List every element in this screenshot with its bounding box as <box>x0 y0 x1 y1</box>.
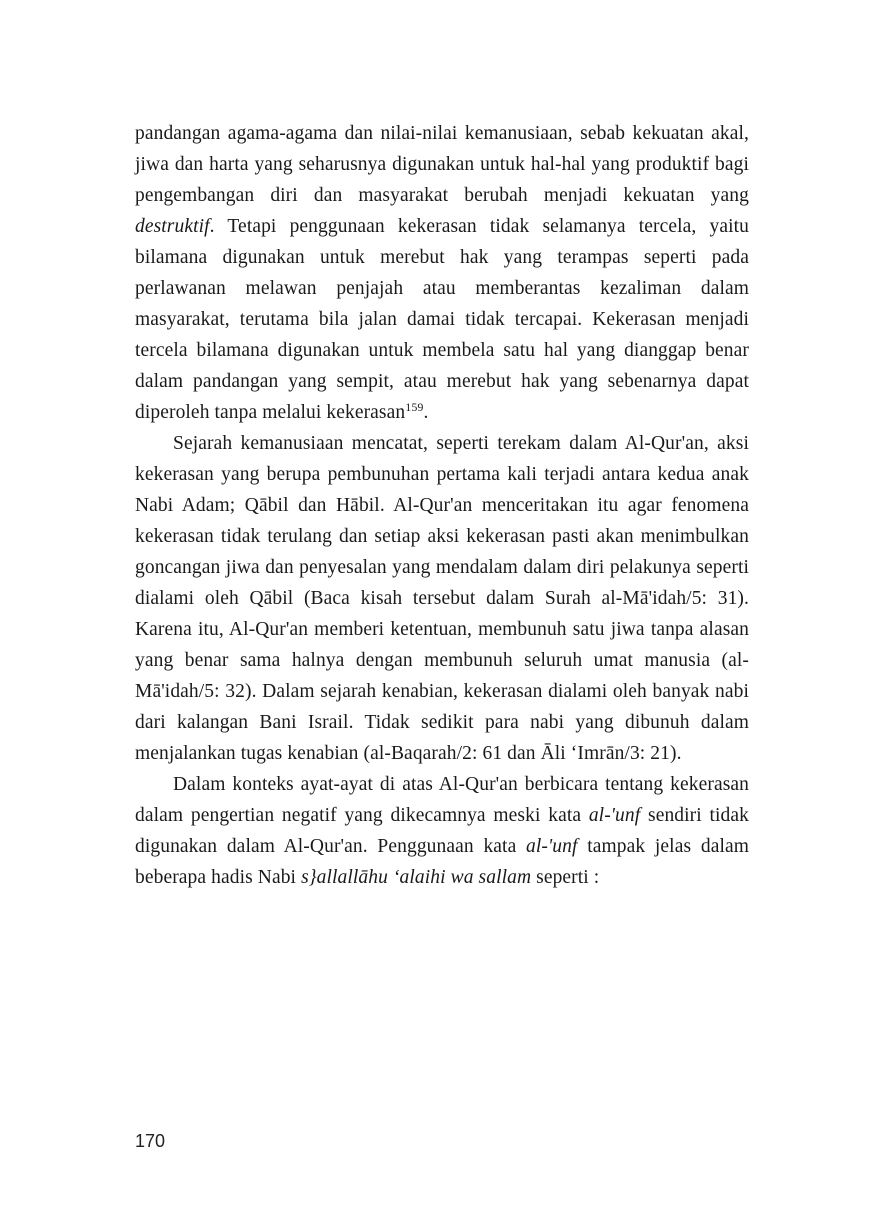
page-number: 170 <box>135 1131 166 1151</box>
text-run: . <box>423 402 429 423</box>
text-run: seperti : <box>531 867 600 888</box>
italic-text-run: destruktif <box>135 216 210 237</box>
body-text <box>135 118 749 893</box>
text-run: pandangan agama-agama dan nilai-nilai kemanusiaan, sebab kekuatan akal, jiwa dan harta yang seharusnya digunakan untuk hal-hal yang produktif bagi pengembangan diri dan masyarakat berubah menjadi kekuatan yang <box>135 123 749 206</box>
text-run: Sejarah kemanusiaan mencatat, seperti terekam dalam Al-Qur'an, aksi kekerasan yang berupa pembunuhan pertama kali terjadi antara kedua anak Nabi Adam; Qābil dan Hābil. Al-Qur'an menceritakan itu agar fenomena kekerasan tidak terulang dan setiap aksi kekerasan pasti akan menimbulkan goncangan jiwa dan penyesalan yang mendalam dalam diri pelakunya seperti dialami oleh Qābil (Baca kisah tersebut dalam Surah al-Mā'idah/5: 31). Karena itu, Al-Qur'an memberi ketentuan, membunuh satu jiwa tanpa alasan yang benar sama halnya dengan membunuh seluruh umat manusia (al-Mā'idah/5: 32). Dalam sejarah kenabian, kekerasan dialami oleh banyak nabi dari kalangan Bani Israil. Tidak sedikit para nabi yang dibunuh dalam menjalankan tugas kenabian (al-Baqarah/2: 61 dan Āli ‘Imrān/3: 21). <box>135 433 749 764</box>
text-run: sendiri tidak digunakan dalam Al-Qur'an. Penggunaan kata <box>135 805 749 857</box>
italic-text-run: al-'unf <box>588 805 641 826</box>
footnote-reference: 159 <box>405 400 424 414</box>
text-run: . Tetapi penggunaan kekerasan tidak selamanya tercela, yaitu bilamana digunakan untuk merebut hak yang terampas seperti pada perlawanan melawan penjajah atau memberantas kezaliman dalam masyarakat, terutama bila jalan damai tidak tercapai. Kekerasan menjadi tercela bilamana digunakan untuk membela satu hal yang dianggap benar dalam pandangan yang sempit, atau merebut hak yang sebenarnya dapat diperoleh tanpa melalui kekerasan <box>135 216 749 423</box>
paragraph-2 <box>135 428 749 769</box>
text-run: Dalam konteks ayat-ayat di atas Al-Qur'an berbicara tentang kekerasan dalam pengertian negatif yang dikecamnya meski kata <box>135 774 749 826</box>
text-run: tampak jelas dalam beberapa hadis Nabi <box>135 836 749 888</box>
paragraph-3 <box>135 769 749 893</box>
italic-text-run: s}allallāhu ‘alaihi wa sallam <box>301 867 532 888</box>
paragraph-1 <box>135 118 749 428</box>
italic-text-run: al-'unf <box>526 836 578 857</box>
